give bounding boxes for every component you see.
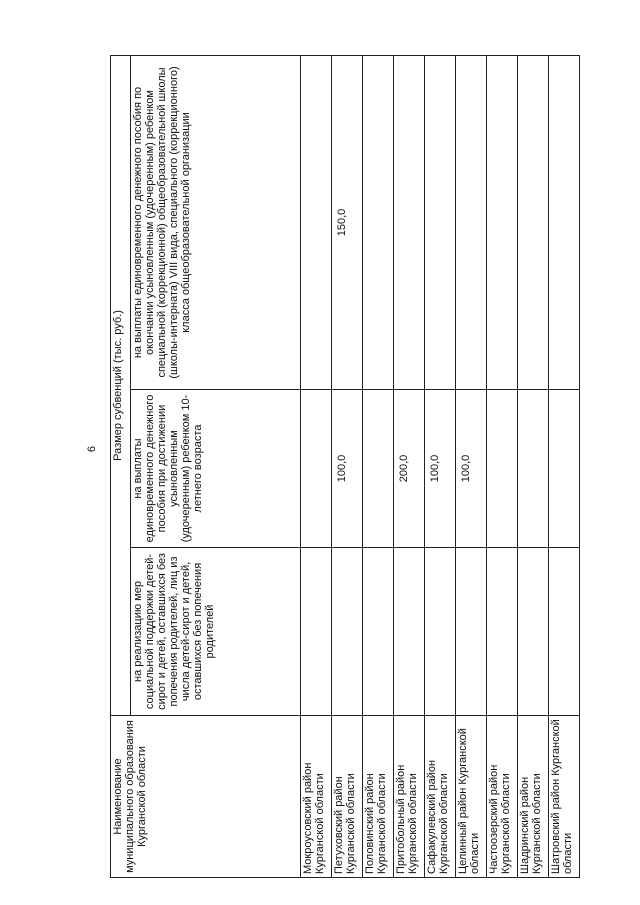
header-municipality: Наименование муниципального образования Курганской области bbox=[111, 716, 301, 878]
cell-col2 bbox=[549, 390, 580, 548]
page-number: 6 bbox=[86, 445, 98, 453]
header-col-10-year-benefit: на выплаты единовременного денежного пособия при достижении усыновленным (удочеренным) ребенком 10-летнего возраста bbox=[131, 390, 301, 548]
table-row bbox=[549, 55, 580, 877]
cell-col1 bbox=[518, 548, 549, 716]
header-col-school-benefit: на выплаты единовременного денежного пособия по окончании усыновленным (удочеренным) ребенком специальной (коррекционной) общеобразовательной школы (школы-интерната) VIII вида, специального (коррекционного) класса общеобразовательной организации bbox=[131, 55, 301, 389]
row-name: Целинный район Курганской области bbox=[456, 716, 487, 878]
subsidies-table bbox=[110, 55, 580, 878]
table-row bbox=[456, 55, 487, 877]
row-name: Частоозерский район Курганской области bbox=[487, 716, 518, 878]
row-name: Шадринский район Курганской области bbox=[518, 716, 549, 878]
cell-col3 bbox=[456, 55, 487, 389]
cell-col1 bbox=[456, 548, 487, 716]
row-name: Шатровский район Курганской области bbox=[549, 716, 580, 878]
row-name: Сафакулевский район Курганской области bbox=[425, 716, 456, 878]
cell-col1 bbox=[363, 548, 394, 716]
cell-col2: 200,0 bbox=[394, 390, 425, 548]
table-row bbox=[332, 55, 363, 877]
cell-col3 bbox=[363, 55, 394, 389]
table-row bbox=[518, 55, 549, 877]
cell-col3 bbox=[549, 55, 580, 389]
table-row bbox=[487, 55, 518, 877]
cell-col1 bbox=[487, 548, 518, 716]
table-row bbox=[394, 55, 425, 877]
cell-col1 bbox=[301, 548, 332, 716]
cell-col2 bbox=[487, 390, 518, 548]
header-subsidy-size: Размер субвенций (тыс. руб.) bbox=[111, 55, 131, 715]
row-name: Притобольный район Курганской области bbox=[394, 716, 425, 878]
cell-col1 bbox=[549, 548, 580, 716]
cell-col3 bbox=[425, 55, 456, 389]
table-row bbox=[301, 55, 332, 877]
cell-col1 bbox=[425, 548, 456, 716]
cell-col3 bbox=[394, 55, 425, 389]
cell-col3: 150,0 bbox=[332, 55, 363, 389]
cell-col2: 100,0 bbox=[456, 390, 487, 548]
cell-col2: 100,0 bbox=[332, 390, 363, 548]
row-name: Мокроусовский район Курганской области bbox=[301, 716, 332, 878]
row-name: Половинский район Курганской области bbox=[363, 716, 394, 878]
cell-col2 bbox=[301, 390, 332, 548]
cell-col3 bbox=[301, 55, 332, 389]
header-col-social-support: на реализацию мер социальной поддержки детей-сирот и детей, оставшихся без попечения родителей, лиц из числа детей-сирот и детей, оставшихся без попечения родителей bbox=[131, 548, 301, 716]
cell-col3 bbox=[518, 55, 549, 389]
cell-col1 bbox=[332, 548, 363, 716]
row-name: Петуховский район Курганской области bbox=[332, 716, 363, 878]
table-row bbox=[363, 55, 394, 877]
cell-col2 bbox=[518, 390, 549, 548]
cell-col2 bbox=[363, 390, 394, 548]
rotated-table-wrapper bbox=[110, 56, 580, 878]
cell-col1 bbox=[394, 548, 425, 716]
cell-col3 bbox=[487, 55, 518, 389]
table-row bbox=[425, 55, 456, 877]
cell-col2: 100,0 bbox=[425, 390, 456, 548]
